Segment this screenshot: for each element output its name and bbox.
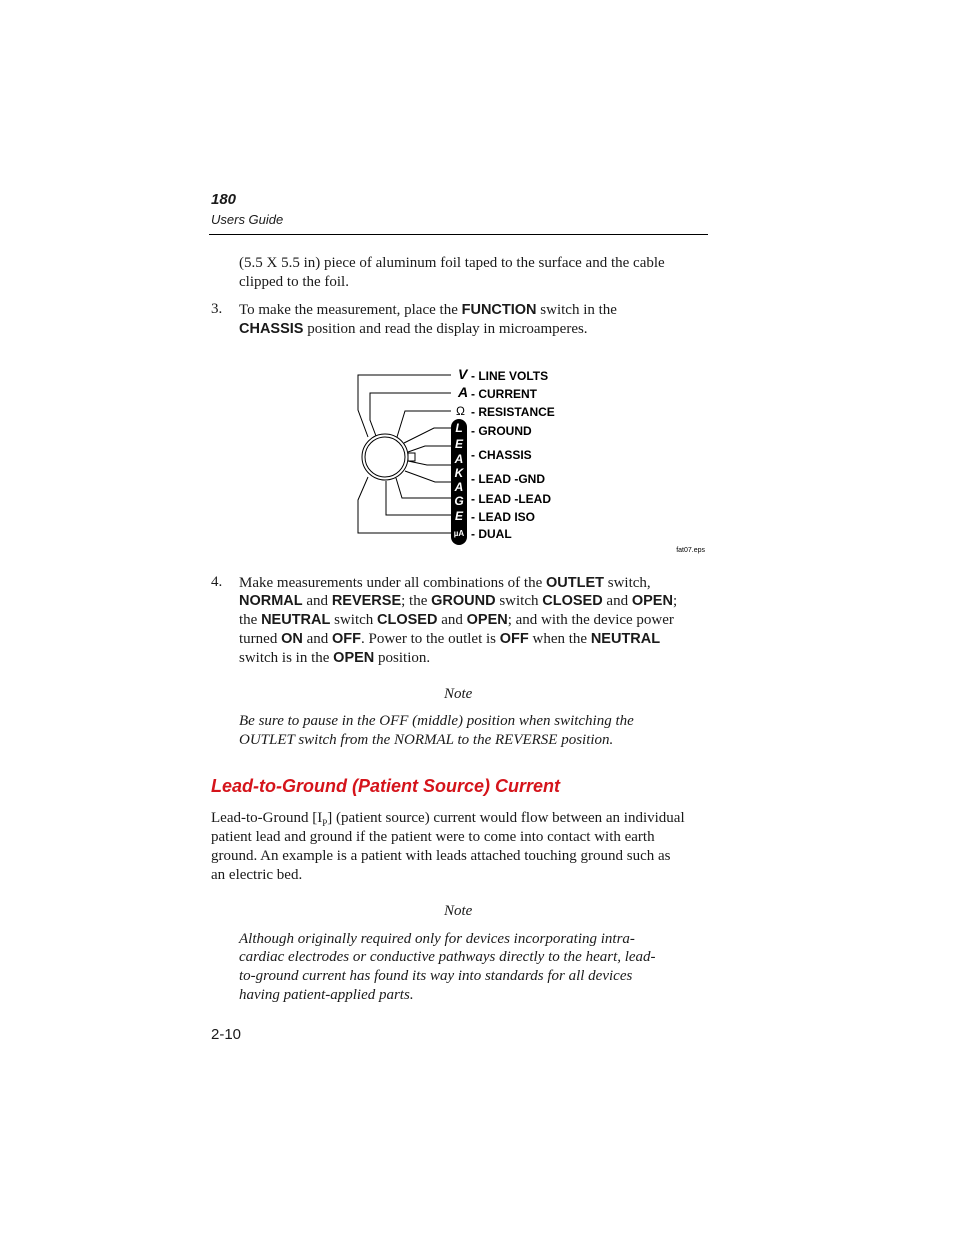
step4-line5: switch is in the OPEN position. bbox=[239, 650, 431, 666]
leakage-letter: L bbox=[455, 421, 463, 435]
knob-pointer bbox=[408, 453, 415, 461]
volts-symbol: V bbox=[458, 366, 468, 382]
leakage-letter: E bbox=[454, 509, 464, 523]
label-resistance: - RESISTANCE bbox=[471, 405, 555, 419]
ohm-symbol: Ω bbox=[456, 404, 465, 418]
label-lead-iso: - LEAD ISO bbox=[471, 510, 536, 524]
section-heading: Lead-to-Ground (Patient Source) Current bbox=[211, 776, 561, 796]
knob-inner bbox=[365, 437, 405, 477]
leakage-letter: A bbox=[454, 452, 464, 466]
leakage-letter: E bbox=[454, 437, 464, 451]
leakage-letter: A bbox=[454, 480, 464, 494]
step4-line3: the NEUTRAL switch CLOSED and OPEN; and with the device power bbox=[239, 612, 674, 628]
note1-line1: Be sure to pause in the OFF (middle) position when switching the bbox=[239, 713, 634, 729]
step4-number: 4. bbox=[211, 574, 223, 590]
leakage-letter: K bbox=[454, 466, 464, 480]
label-dual: - DUAL bbox=[471, 527, 512, 541]
step4-line2: NORMAL and REVERSE; the GROUND switch CLOSED and OPEN; bbox=[239, 593, 678, 609]
footer-page-number: 2-10 bbox=[211, 1026, 242, 1043]
label-current: - CURRENT bbox=[471, 387, 537, 401]
section-body-line2: patient lead and ground if the patient were to come into contact with earth bbox=[211, 829, 655, 845]
label-lead-lead: - LEAD -LEAD bbox=[471, 492, 551, 506]
leakage-letter: G bbox=[454, 494, 464, 508]
label-line-volts: - LINE VOLTS bbox=[471, 369, 549, 383]
label-lead-gnd: - LEAD -GND bbox=[471, 472, 545, 486]
knob-outer-ring bbox=[362, 434, 408, 480]
step2-line2: clipped to the foil. bbox=[239, 274, 349, 290]
note2-line1: Although originally required only for devices incorporating intra- bbox=[239, 931, 635, 947]
step4-line4: turned ON and OFF. Power to the outlet is OFF when the NEUTRAL bbox=[239, 631, 661, 647]
guide-title: Users Guide bbox=[211, 212, 284, 227]
step2-line1: (5.5 X 5.5 in) piece of aluminum foil taped to the surface and the cable bbox=[239, 255, 665, 271]
note2-title: Note bbox=[444, 903, 473, 919]
step4-line1: Make measurements under all combinations of the OUTLET switch, bbox=[239, 575, 651, 591]
figure-caption: fat07.eps bbox=[676, 547, 705, 554]
section-body-line3: ground. An example is a patient with leads attached touching ground such as bbox=[211, 848, 671, 864]
label-chassis: - CHASSIS bbox=[471, 448, 532, 462]
step3-line2: CHASSIS position and read the display in microamperes. bbox=[239, 321, 588, 337]
function-switch-diagram bbox=[350, 362, 720, 562]
step3-number: 3. bbox=[211, 301, 223, 317]
header-rule bbox=[209, 234, 708, 235]
micro-amp-symbol: µA bbox=[453, 529, 465, 538]
note2-line2: cardiac electrodes or conductive pathways directly to the heart, lead- bbox=[239, 949, 656, 965]
label-ground: - GROUND bbox=[471, 424, 532, 438]
note1-line2: OUTLET switch from the NORMAL to the REVERSE position. bbox=[239, 732, 614, 748]
note2-line4: having patient-applied parts. bbox=[239, 987, 414, 1003]
note1-title: Note bbox=[444, 686, 473, 702]
section-body-line1: Lead-to-Ground $[I_P]$ (patient source) current would flow between an individual bbox=[211, 810, 685, 828]
note2-line3: to-ground current has found its way into standards for all devices bbox=[239, 968, 633, 984]
page-number: 180 bbox=[211, 191, 237, 208]
step3-line1: To make the measurement, place the FUNCTION switch in the bbox=[239, 302, 617, 318]
section-body-line4: an electric bed. bbox=[211, 867, 303, 883]
amps-symbol: A bbox=[458, 384, 469, 400]
